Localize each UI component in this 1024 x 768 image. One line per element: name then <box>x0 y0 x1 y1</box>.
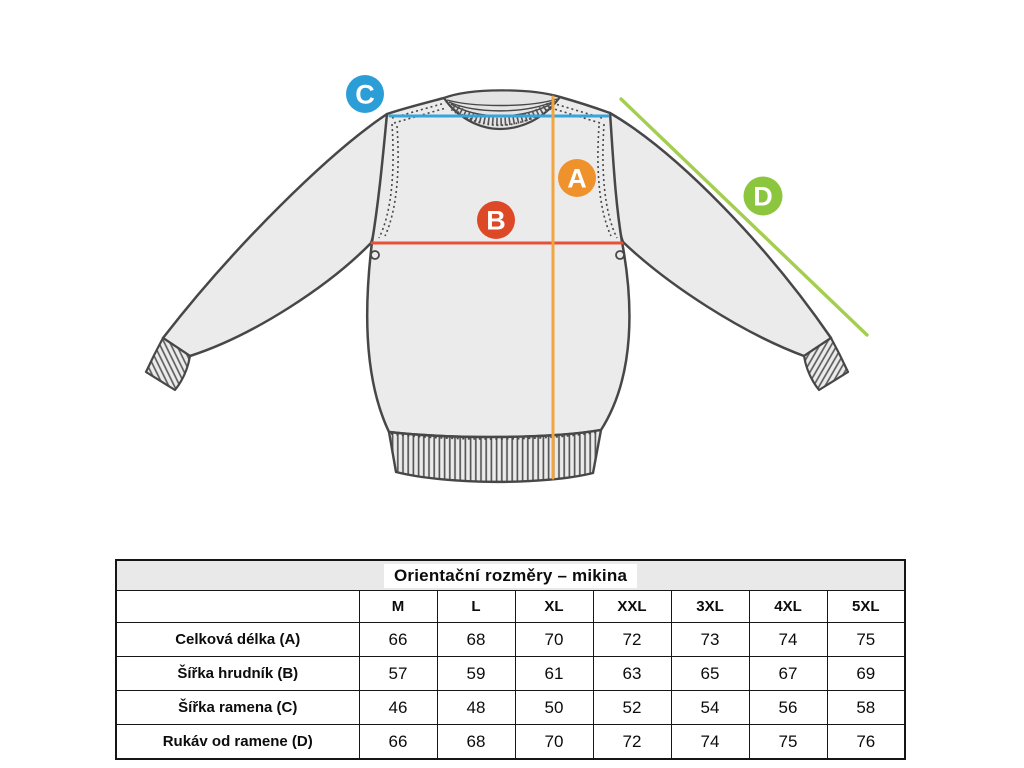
row-label: Rukáv od ramene (D) <box>116 725 359 760</box>
table-row-total-length <box>116 623 905 657</box>
cell-value: 52 <box>593 691 671 725</box>
right-grommet <box>616 251 624 259</box>
table-title-row <box>116 560 905 591</box>
corner-cell <box>116 591 359 623</box>
size-header-l: L <box>437 591 515 623</box>
row-label: Celková délka (A) <box>116 623 359 657</box>
cell-value: 75 <box>749 725 827 760</box>
size-table-section <box>115 559 906 760</box>
cell-value: 70 <box>515 725 593 760</box>
left-grommet <box>371 251 379 259</box>
cell-value: 66 <box>359 725 437 760</box>
marker-b <box>477 201 515 239</box>
table-row-chest-width <box>116 657 905 691</box>
marker-d-label: D <box>753 181 773 212</box>
cell-value: 48 <box>437 691 515 725</box>
left-sleeve <box>163 114 387 356</box>
cell-value: 68 <box>437 725 515 760</box>
cell-value: 76 <box>827 725 905 760</box>
table-title: Orientační rozměry – mikina <box>384 564 637 588</box>
size-header-3xl: 3XL <box>671 591 749 623</box>
cell-value: 72 <box>593 725 671 760</box>
size-header-row <box>116 591 905 623</box>
table-row-shoulder-width <box>116 691 905 725</box>
right-sleeve <box>610 113 831 356</box>
marker-c <box>346 75 384 113</box>
table-row-sleeve-length <box>116 725 905 760</box>
cell-value: 74 <box>671 725 749 760</box>
hem-ribbing <box>389 430 601 482</box>
cell-value: 63 <box>593 657 671 691</box>
cell-value: 56 <box>749 691 827 725</box>
cell-value: 65 <box>671 657 749 691</box>
cell-value: 50 <box>515 691 593 725</box>
cell-value: 59 <box>437 657 515 691</box>
row-label: Šířka ramena (C) <box>116 691 359 725</box>
cell-value: 54 <box>671 691 749 725</box>
cell-value: 74 <box>749 623 827 657</box>
cell-value: 73 <box>671 623 749 657</box>
size-header-xxl: XXL <box>593 591 671 623</box>
cell-value: 75 <box>827 623 905 657</box>
size-header-xl: XL <box>515 591 593 623</box>
cell-value: 58 <box>827 691 905 725</box>
marker-b-label: B <box>486 205 506 236</box>
marker-a-label: A <box>567 163 587 194</box>
size-table <box>115 559 906 760</box>
sweatshirt-body <box>367 91 629 437</box>
marker-d <box>744 177 783 216</box>
cell-value: 61 <box>515 657 593 691</box>
cell-value: 72 <box>593 623 671 657</box>
marker-c-label: C <box>355 79 375 110</box>
cell-value: 67 <box>749 657 827 691</box>
cell-value: 69 <box>827 657 905 691</box>
size-header-5xl: 5XL <box>827 591 905 623</box>
table-title-cell <box>116 560 905 591</box>
size-header-4xl: 4XL <box>749 591 827 623</box>
cell-value: 57 <box>359 657 437 691</box>
cell-value: 66 <box>359 623 437 657</box>
cell-value: 46 <box>359 691 437 725</box>
size-header-m: M <box>359 591 437 623</box>
cell-value: 68 <box>437 623 515 657</box>
marker-a <box>558 159 596 197</box>
cell-value: 70 <box>515 623 593 657</box>
row-label: Šířka hrudník (B) <box>116 657 359 691</box>
